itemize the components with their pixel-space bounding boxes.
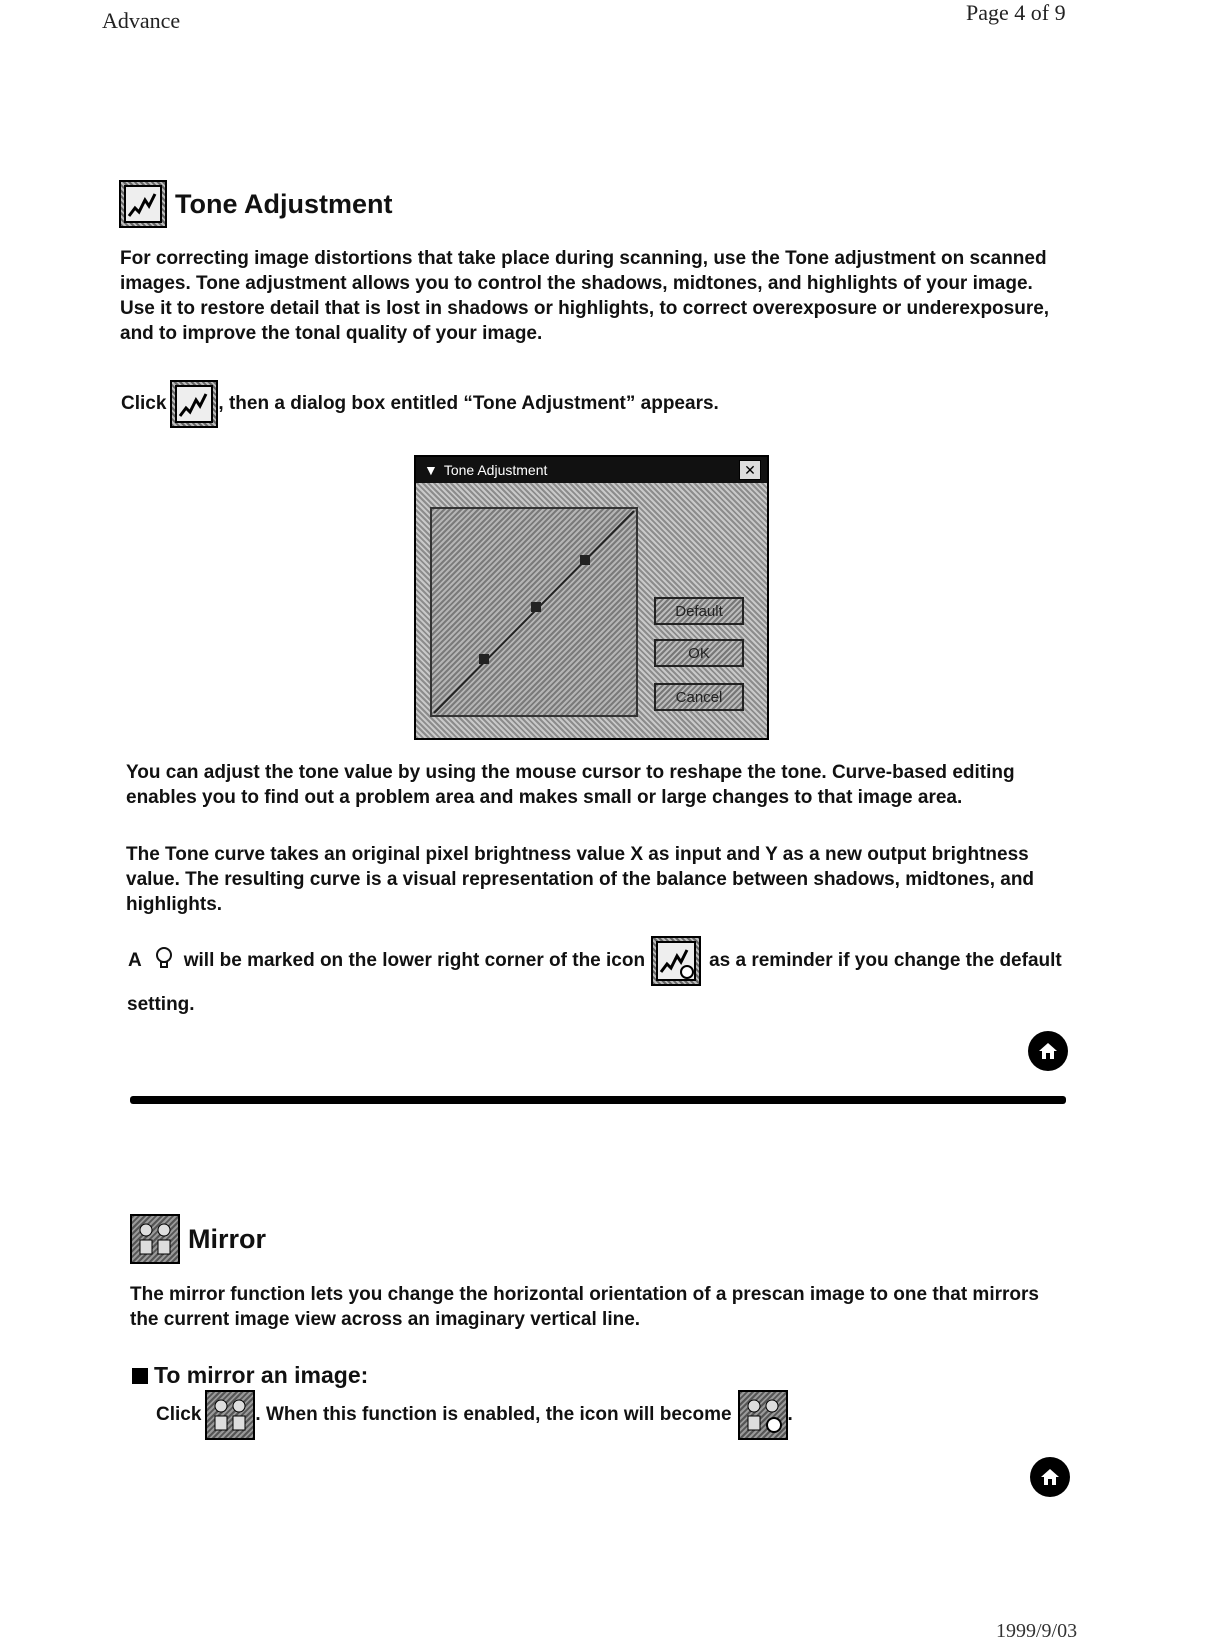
- tone-curve-graph[interactable]: [430, 507, 638, 717]
- tone-curve-button-icon[interactable]: [170, 380, 218, 428]
- mirror-intro: The mirror function lets you change the horizontal orientation of a prescan image to one that mirrors the current image view across an imaginary vertical line.: [130, 1284, 1039, 1330]
- home-button[interactable]: [1028, 1031, 1068, 1071]
- dialog-title: Tone Adjustment: [443, 462, 548, 478]
- cancel-button[interactable]: Cancel: [654, 683, 744, 711]
- mirror-click-line: [156, 1390, 793, 1440]
- mirror-icon: [130, 1214, 180, 1264]
- ok-button[interactable]: OK: [654, 639, 744, 667]
- home-icon: [1037, 1040, 1059, 1062]
- tone-heading: [119, 180, 393, 228]
- tone-title: Tone Adjustment: [175, 188, 393, 219]
- tone-adjustment-dialog: [414, 455, 769, 740]
- reminder-suffix: as a reminder if you change the default: [709, 950, 1062, 971]
- header-page-number: Page 4 of 9: [966, 0, 1066, 25]
- dialog-titlebar: [416, 457, 767, 483]
- tone-click-line: [121, 380, 719, 428]
- mirror-subhead: [132, 1362, 368, 1389]
- tone-para-1: You can adjust the tone value by using the mouse cursor to reshape the tone. Curve-based editing enables you to find out a problem area and makes small or large changes to that image area.: [126, 762, 1015, 808]
- home-button-2[interactable]: [1030, 1457, 1070, 1497]
- reminder-prefix: A: [128, 950, 142, 971]
- close-icon[interactable]: ✕: [739, 460, 761, 480]
- lightbulb-icon: [154, 946, 174, 976]
- mirror-subhead-text: To mirror an image:: [154, 1362, 369, 1388]
- section-divider: [130, 1096, 1066, 1104]
- home-icon: [1039, 1466, 1061, 1488]
- mirror-enabled-icon: [738, 1390, 788, 1440]
- reminder-end: setting.: [127, 994, 195, 1015]
- reminder-mid: will be marked on the lower right corner of the icon: [183, 950, 646, 971]
- dialog-app-icon: ▼: [424, 462, 438, 478]
- mirror-title: Mirror: [188, 1223, 267, 1254]
- reminder-line: [128, 936, 1062, 986]
- mirror-button-icon[interactable]: [205, 1390, 255, 1440]
- tone-modified-icon: [651, 936, 701, 986]
- mirror-heading: [130, 1214, 266, 1264]
- header-left: Advance: [102, 8, 181, 33]
- click-suffix: , then a dialog box entitled “Tone Adjustment” appears.: [218, 393, 719, 414]
- tone-para-2: The Tone curve takes an original pixel brightness value X as input and Y as a new output brightness value. The resulting curve is a visual representation of the balance between shadows, midtones, and highlights.: [126, 844, 1035, 915]
- tone-curve-icon: [119, 180, 167, 228]
- default-button[interactable]: Default: [654, 597, 744, 625]
- click-prefix: Click: [121, 393, 167, 414]
- mirror-click-suffix: . When this function is enabled, the icon will become: [255, 1404, 732, 1425]
- square-bullet-icon: [132, 1368, 148, 1384]
- mirror-click-prefix: Click: [156, 1404, 202, 1425]
- tone-intro: For correcting image distortions that take place during scanning, use the Tone adjustment on scanned images. Tone adjustment allows you to control the shadows, midtones, and highlights of your image. Use it to restore detail that is lost in shadows or highlights, to correct overexposure or underexposure, and to improve the tonal quality of your image.: [120, 248, 1050, 344]
- mirror-click-end: .: [787, 1404, 793, 1425]
- footer-date: 1999/9/03: [996, 1620, 1078, 1642]
